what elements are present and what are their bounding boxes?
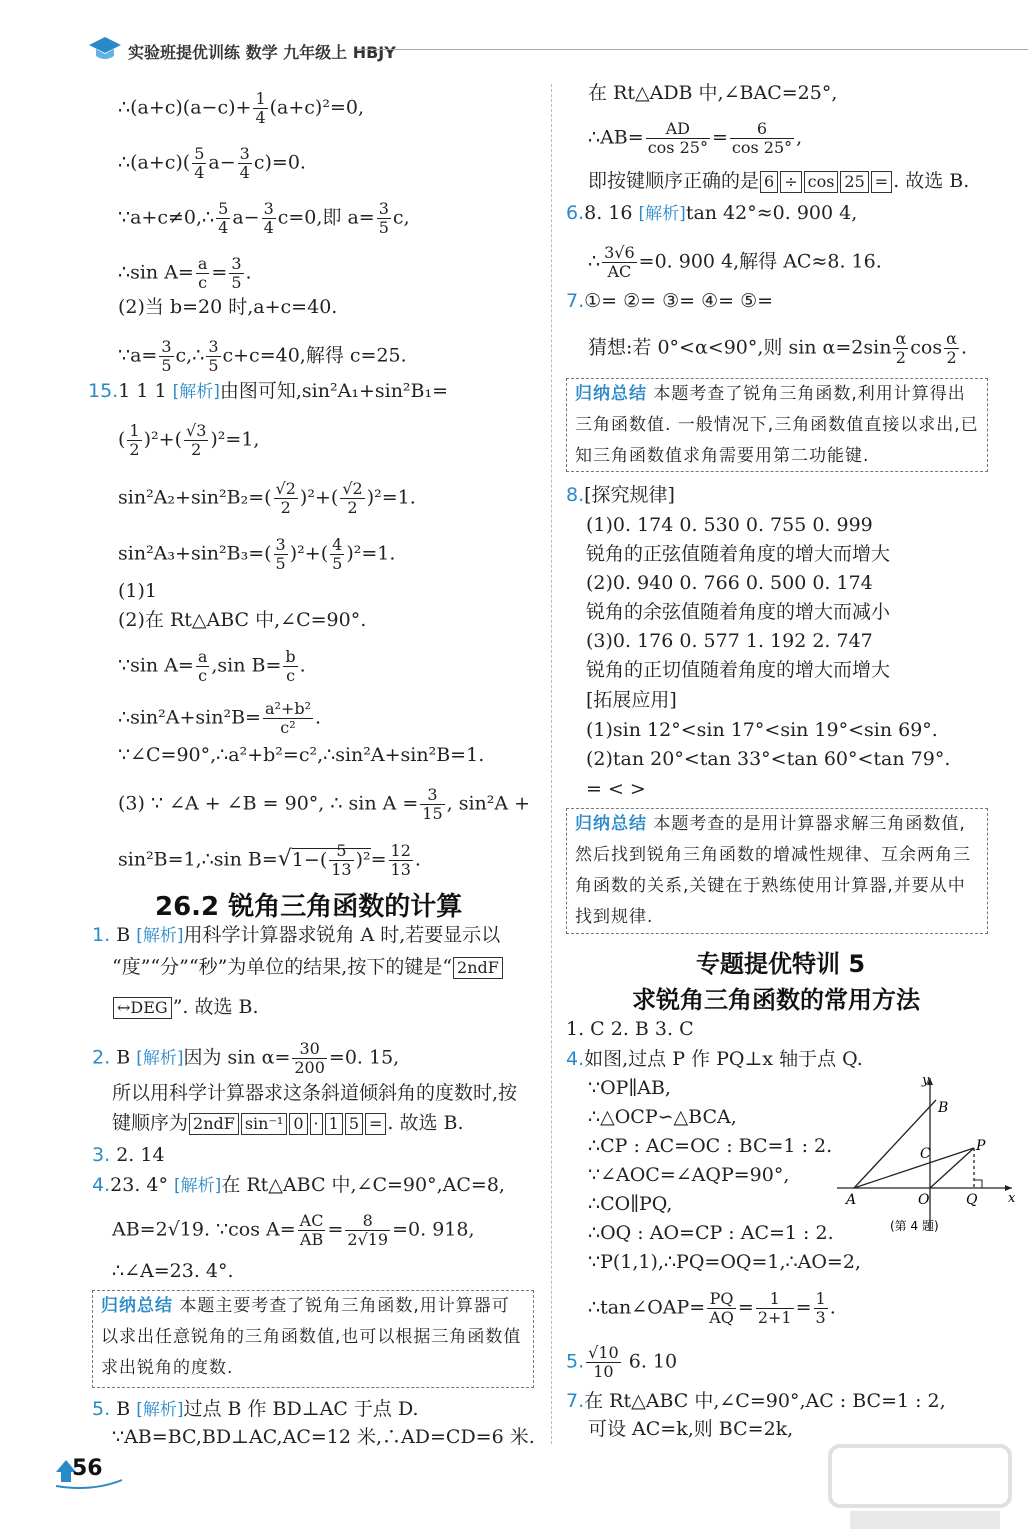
line: ∴△OCP∽△BCA, (588, 1106, 737, 1128)
line: = < > (586, 778, 646, 800)
question-7: 7.①= ②= ③= ④= ⑤= (566, 290, 774, 312)
line: (2)在 Rt△ABC 中,∠C=90°. (118, 609, 367, 631)
line: 锐角的余弦值随着角度的增大而减小 (586, 601, 891, 623)
line: ∵∠C=90°,∴a²+b²=c²,∴sin²A+sin²B=1. (118, 744, 485, 766)
line: 锐角的正弦值随着角度的增大而增大 (586, 543, 891, 565)
line: (2)0. 940 0. 766 0. 500 0. 174 (586, 572, 873, 594)
summary-tag: 归纳总结 (575, 384, 647, 404)
line: “度”“分”“秒”为单位的结果,按下的键是“ 2ndF (112, 954, 504, 980)
watermark-logo-icon (820, 1436, 1020, 1536)
figure-label-x: x (1008, 1191, 1016, 1206)
line: ∴sin A= $\frac{a}{c}$ = $\frac{3}{5}$ . (118, 254, 252, 292)
calculator-key: 2ndF (453, 957, 503, 979)
question-8: 8.[探究规律] (566, 484, 675, 506)
line: ∴(a+c)( $\frac{5}{4}$ a− $\frac{3}{4}$ c)=0. (118, 144, 306, 182)
line: ∴tan∠OAP= $\frac{PQ}{AQ}$ = $\frac{1}{2+1}$ = $\frac{1}{3}$ . (588, 1289, 836, 1327)
line: (2)tan 20°<tan 33°<tan 60°<tan 79°. (586, 748, 951, 770)
answer-3: 3. 2. 14 (92, 1144, 165, 1166)
line: ( $\frac{1}{2}$ )²+( $\frac{√3}{2}$ )²=1, (118, 421, 260, 459)
line: ↔DEG ”. 故选 B. (112, 994, 259, 1020)
line: sin²A₂+sin²B₂=( $\frac{√2}{2}$ )²+( $\frac{√2}{2}$ )²=1. (118, 479, 416, 517)
line: [拓展应用] (586, 689, 677, 711)
special-subtitle: 求锐角三角函数的常用方法 (632, 986, 920, 1014)
line: ∴CP : AC=OC : BC=1 : 2. (588, 1135, 833, 1157)
line: ∵a+c≠0,∴ $\frac{5}{4}$ a− $\frac{3}{4}$ c=0,即 a= $\frac{3}{5}$ c, (118, 199, 410, 237)
line: ∵∠AOC=∠AQP=90°, (588, 1164, 790, 1186)
line: ∵AB=BC,BD⊥AC,AC=12 米,∴AD=CD=6 米. (112, 1426, 535, 1448)
calculator-key: 6 (760, 171, 778, 193)
figure-label-O: O (918, 1192, 930, 1208)
line: ∵P(1,1),∴PQ=OQ=1,∴AO=2, (588, 1251, 861, 1273)
figure-label-P: P (976, 1138, 986, 1154)
calculator-key: 2ndF (189, 1113, 239, 1135)
line: ∴ $\frac{3√6}{AC}$ =0. 900 4,解得 AC≈8. 16. (588, 243, 882, 281)
figure-label-Q: Q (966, 1192, 978, 1208)
line: sin²B=1,∴sin B=√1−( $\frac{5}{13}$ )²= $\frac{12}{13}$ . (118, 841, 421, 879)
line: ∴CO∥PQ, (588, 1193, 673, 1215)
line: 可设 AC=k,则 BC=2k, (588, 1418, 794, 1440)
figure-label-B: B (938, 1100, 949, 1116)
question-4: 4.如图,过点 P 作 PQ⊥x 轴于点 Q. (566, 1048, 863, 1070)
fraction: $\frac{1}{4}$ (255, 89, 266, 127)
line: ∴(a+c)(a−c)+ $\frac{1}{4}$ (a+c)²=0, (118, 89, 365, 127)
question-6: 6.8. 16 [解析]tan 42°≈0. 900 4, (566, 202, 858, 224)
figure-label-y: y (922, 1073, 930, 1088)
header-rule (358, 49, 1028, 50)
line: 猜想:若 0°<α<90°,则 sin α=2sin $\frac{\alpha}{2}$ cos $\frac{\alpha}{2}$ . (588, 329, 967, 367)
answer-1: 1. B [解析]用科学计算器求锐角 A 时,若要显示以 (92, 924, 501, 946)
calculator-key: 1 (325, 1113, 343, 1135)
line: ∴OQ : AO=CP : AC=1 : 2. (588, 1222, 834, 1244)
line: (1)0. 174 0. 530 0. 755 0. 999 (586, 514, 873, 536)
answers-5-6: 5. $\frac{√10}{10}$ 6. 10 (566, 1343, 678, 1381)
line: (3) ∵ ∠A + ∠B = 90°, ∴ sin A = $\frac{3}{15}$ , sin²A + (118, 785, 531, 823)
line: (1)sin 12°<sin 17°<sin 19°<sin 69°. (586, 719, 938, 741)
line: (2)当 b=20 时,a+c=40. (118, 296, 338, 318)
header-title: 实验班提优训练 数学 九年级上 HBJY (128, 43, 396, 62)
line: ∵OP∥AB, (588, 1077, 671, 1099)
calculator-key: sin⁻¹ (241, 1113, 288, 1135)
summary-text: 归纳总结 本题主要考查了锐角三角函数,用计算器可以求出任意锐角的三角函数值,也可以根据三角函数值求出锐角的度数. (101, 1296, 522, 1378)
summary-tag: 归纳总结 (575, 814, 647, 834)
calculator-key: cos (804, 171, 839, 193)
page-number: 56 (72, 1456, 103, 1481)
question-7-special: 7.在 Rt△ABC 中,∠C=90°,AC : BC=1 : 2, (566, 1390, 946, 1412)
summary-text: 归纳总结 本题考查了锐角三角函数,利用计算得出三角函数值. 一般情况下,三角函数值直接以求出,已知三角函数值求角需要用第二功能键. (575, 384, 979, 466)
line: ∴AB= $\frac{AD}{\cos 25^\circ}$ = $\frac{6}{\cos 25^\circ}$ , (588, 119, 803, 157)
calculator-key: 5 (345, 1113, 363, 1135)
line: 所以用科学计算器求这条斜道倾斜角的度数时,按 (112, 1082, 518, 1104)
figure-label-A: A (846, 1192, 857, 1208)
line: sin²A₃+sin²B₃=( $\frac{3}{5}$ )²+( $\frac{4}{5}$ )²=1. (118, 535, 396, 573)
geometry-figure (832, 1070, 1020, 1240)
question-15: 15.1 1 1 [解析]由图可知,sin²A₁+sin²B₁= (88, 380, 449, 402)
line: 锐角的正切值随着角度的增大而增大 (586, 659, 891, 681)
line: ∴∠A=23. 4°. (112, 1260, 234, 1282)
summary-box (566, 378, 988, 472)
line: 在 Rt△ADB 中,∠BAC=25°, (588, 82, 838, 104)
calculator-key: 0 (289, 1113, 307, 1135)
section-title-26-2: 26.2 锐角三角函数的计算 (155, 892, 463, 922)
figure-caption: (第 4 题) (890, 1219, 939, 1233)
calculator-key: = (365, 1113, 386, 1135)
figure-label-C: C (920, 1146, 931, 1162)
answer-5: 5. B [解析]过点 B 作 BD⊥AC 于点 D. (92, 1398, 419, 1420)
line: (3)0. 176 0. 577 1. 192 2. 747 (586, 630, 873, 652)
line: 即按键顺序正确的是 6 ÷ cos 25 = . 故选 B. (588, 170, 970, 192)
line: AB=2√19. ∵cos A= $\frac{AC}{AB}$ = $\frac{8}{2√19}$ =0. 918, (112, 1211, 475, 1249)
special-title: 专题提优特训 5 (696, 950, 866, 978)
answers-1-3: 1. C 2. B 3. C (566, 1018, 694, 1040)
answer-4: 4.23. 4° [解析]在 Rt△ABC 中,∠C=90°,AC=8, (92, 1174, 505, 1196)
summary-box (566, 808, 988, 934)
page-header (88, 34, 988, 74)
calculator-key: ÷ (780, 171, 801, 193)
line: (1)1 (118, 580, 158, 602)
calculator-key: · (310, 1113, 323, 1135)
line: ∵sin A= $\frac{a}{c}$ ,sin B= $\frac{b}{c}$ . (118, 647, 306, 685)
line: ∴sin²A+sin²B= $\frac{\text{a²+b²}}{\text{c²}}$ . (118, 699, 322, 737)
line: 键顺序为 2ndF sin⁻¹ 0 · 1 5 = . 故选 B. (112, 1112, 464, 1134)
answer-2: 2. B [解析]因为 sin α= $\frac{30}{200}$ =0. 15, (92, 1039, 400, 1077)
line: ∵a= $\frac{3}{5}$ c,∴ $\frac{3}{5}$ c+c=40,解得 c=25. (118, 337, 407, 375)
column-divider (551, 84, 552, 1444)
graduation-cap-icon (88, 34, 122, 64)
summary-box (92, 1290, 534, 1388)
summary-text: 归纳总结 本题考查的是用计算器求解三角函数值,然后找到锐角三角函数的增减性规律、互余两角三角函数的关系,关键在于熟练使用计算器,并要从中找到规律. (575, 814, 971, 927)
calculator-key: = (871, 171, 892, 193)
summary-tag: 归纳总结 (101, 1296, 173, 1316)
calculator-key: 25 (840, 171, 868, 193)
calculator-key: ↔DEG (113, 997, 172, 1019)
